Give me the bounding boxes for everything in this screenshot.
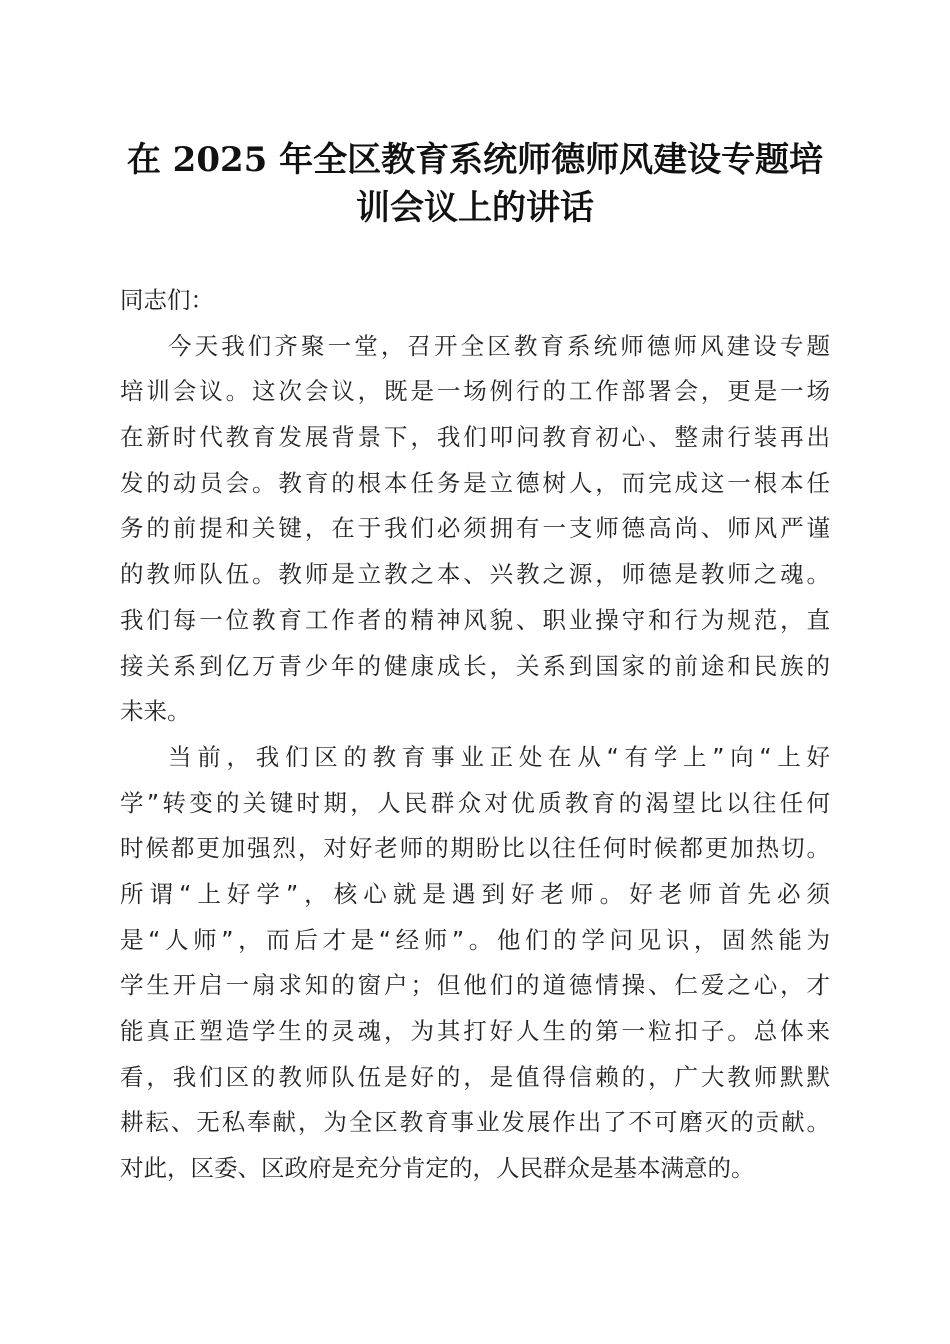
paragraph-line: 未来。 [120,697,191,726]
paragraph-line: 能真正塑造学生的灵魂，为其打好人生的第一粒扣子。总体来 [120,1017,830,1045]
paragraph-line: 务的前提和关键，在于我们必须拥有一支师德高尚、师风严谨 [120,514,830,543]
paragraph-line: 在新时代教育发展背景下，我们叩问教育初心、整肃行装再出 [120,423,830,452]
paragraph-2 [120,735,830,1192]
paragraph-line: 培训会议。这次会议，既是一场例行的工作部署会，更是一场 [120,377,830,406]
paragraph-line: 当前，我们区的教育事业正处在从“有学上”向“上好 [168,742,830,771]
document-title [110,136,840,232]
paragraph-line: 今天我们齐聚一堂，召开全区教育系统师德师风建设专题 [168,331,830,360]
paragraph-line: 时候都更加强烈，对好老师的期盼比以往任何时候都更加热切。 [120,834,830,863]
salutation: 同志们： [120,286,214,314]
paragraph-line: 我们每一位教育工作者的精神风貌、职业操守和行为规范，直 [120,605,830,634]
paragraph-line: 对此，区委、区政府是充分肯定的，人民群众是基本满意的。 [120,1154,755,1183]
paragraph-1 [120,324,830,735]
paragraph-line: 是“人师”，而后才是“经师”。他们的学问见识，固然能为 [120,925,830,954]
paragraph-line: 发的动员会。教育的根本任务是立德树人，而完成这一根本任 [120,468,830,497]
paragraph-line: 所谓“上好学”，核心就是遇到好老师。好老师首先必须 [120,879,830,908]
paragraph-line: 学”转变的关键时期，人民群众对优质教育的渴望比以往任何 [120,788,830,817]
paragraph-line: 看，我们区的教师队伍是好的，是值得信赖的，广大教师默默 [120,1062,830,1091]
paragraph-line: 耕耘、无私奉献，为全区教育事业发展作出了不可磨灭的贡献。 [120,1108,830,1137]
paragraph-line: 接关系到亿万青少年的健康成长，关系到国家的前途和民族的 [120,651,830,680]
title-line-1: 在 2025 年全区教育系统师德师风建设专题培 [126,140,824,180]
document-body [120,278,830,1192]
paragraph-line: 学生开启一扇求知的窗户；但他们的道德情操、仁爱之心，才 [120,971,830,1000]
paragraph-line: 的教师队伍。教师是立教之本、兴教之源，师德是教师之魂。 [120,560,830,589]
title-line-2: 训会议上的讲话 [356,188,594,228]
